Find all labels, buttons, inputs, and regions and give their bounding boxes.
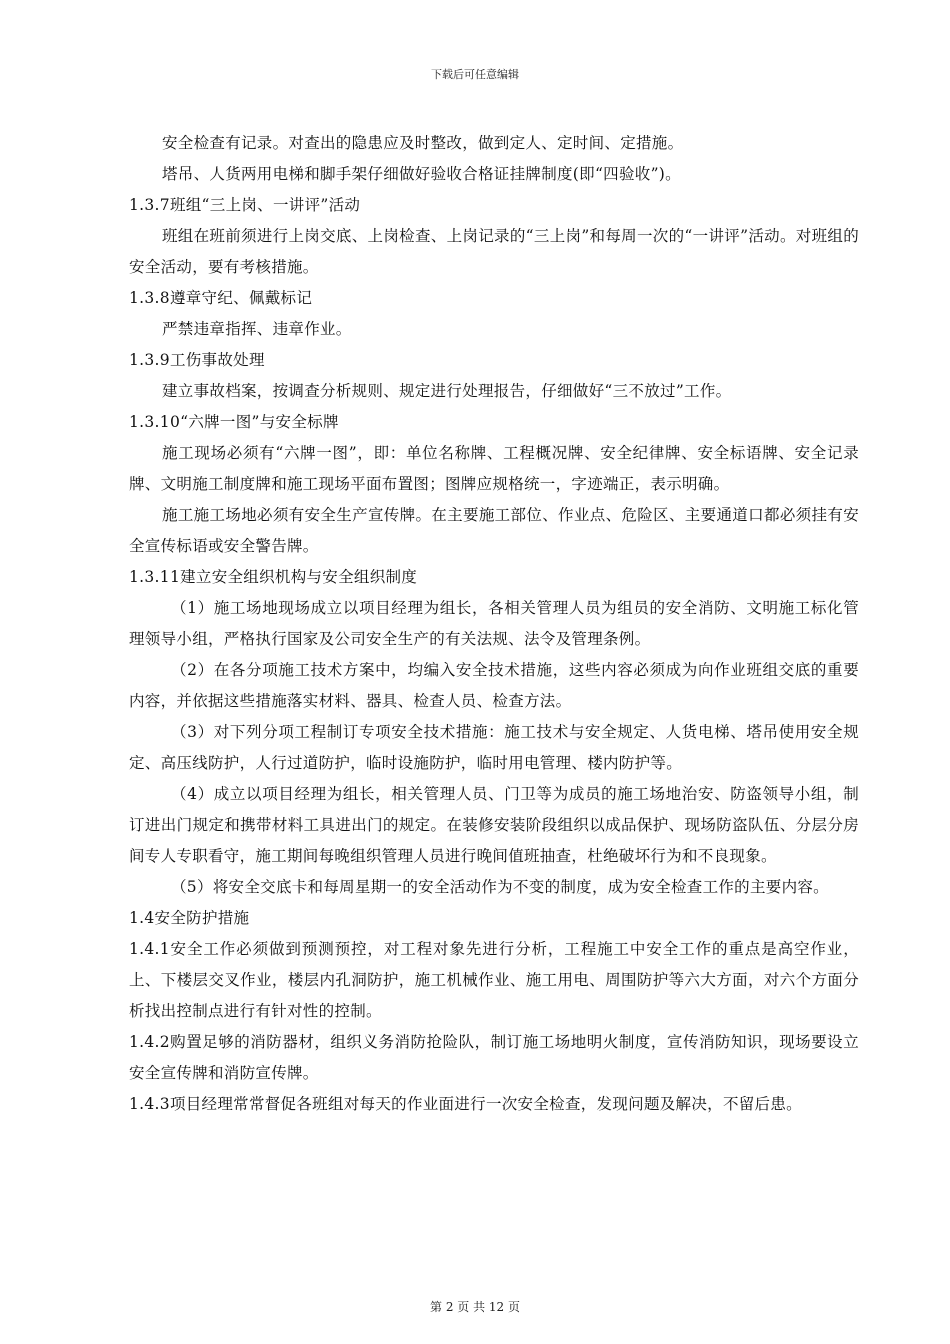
list-item: （2）在各分项施工技术方案中，均编入安全技术措施，这些内容必须成为向作业班组交底的重要内容，并依据这些措施落实材料、器具、检查人员、检查方法。 xyxy=(129,661,859,710)
list-item: （4）成立以项目经理为组长，相关管理人员、门卫等为成员的施工场地治安、防盗领导小组，制订进出门规定和携带材料工具进出门的规定。在装修安装阶段组织以成品保护、现场防盗队伍、分层分房间专人专职看守，施工期间每晚组织管理人员进行晚间值班抽查，杜绝破坏行为和不良现象。 xyxy=(129,785,859,865)
paragraph: 施工施工场地必须有安全生产宣传牌。在主要施工部位、作业点、危险区、主要通道口都必须挂有安全宣传标语或安全警告牌。 xyxy=(129,506,859,555)
section-heading: 1.3.8遵章守纪、佩戴标记 xyxy=(129,289,313,307)
list-item: （3）对下列分项工程制订专项安全技术措施：施工技术与安全规定、人货电梯、塔吊使用安全规定、高压线防护，人行过道防护，临时设施防护，临时用电管理、楼内防护等。 xyxy=(129,723,859,772)
paragraph: 严禁违章指挥、违章作业。 xyxy=(162,320,352,338)
page-footer: 第 2 页 共 12 页 xyxy=(430,1300,520,1314)
numbered-paragraph: 1.4.3项目经理常常督促各班组对每天的作业面进行一次安全检查，发现问题及解决，不留后患。 xyxy=(129,1095,802,1113)
paragraph: 建立事故档案，按调查分析规则、规定进行处理报告，仔细做好“三不放过”工作。 xyxy=(162,382,732,400)
section-heading: 1.3.9工伤事故处理 xyxy=(129,351,265,369)
document-body xyxy=(129,128,859,1120)
numbered-paragraph: 1.4.2购置足够的消防器材，组织义务消防抢险队，制订施工场地明火制度，宣传消防知识，现场要设立安全宣传牌和消防宣传牌。 xyxy=(129,1033,859,1082)
paragraph: 安全检查有记录。对查出的隐患应及时整改，做到定人、定时间、定措施。 xyxy=(162,134,684,152)
list-item: （1）施工场地现场成立以项目经理为组长，各相关管理人员为组员的安全消防、文明施工标化管理领导小组，严格执行国家及公司安全生产的有关法规、法令及管理条例。 xyxy=(129,599,859,648)
section-heading: 1.4安全防护措施 xyxy=(129,909,250,927)
paragraph: 塔吊、人货两用电梯和脚手架仔细做好验收合格证挂牌制度(即“四验收”)。 xyxy=(162,165,681,183)
numbered-paragraph: 1.4.1安全工作必须做到预测预控，对工程对象先进行分析，工程施工中安全工作的重点是高空作业，上、下楼层交叉作业，楼层内孔洞防护，施工机械作业、施工用电、周围防护等六大方面，对六个方面分析找出控制点进行有针对性的控制。 xyxy=(129,940,859,1020)
section-heading: 1.3.7班组“三上岗、一讲评”活动 xyxy=(129,196,361,214)
paragraph: 施工现场必须有“六牌一图”，即：单位名称牌、工程概况牌、安全纪律牌、安全标语牌、安全记录牌、文明施工制度牌和施工现场平面布置图；图牌应规格统一，字迹端正，表示明确。 xyxy=(129,444,859,493)
list-item: （5）将安全交底卡和每周星期一的安全活动作为不变的制度，成为安全检查工作的主要内容。 xyxy=(171,878,829,896)
page-header: 下载后可任意编辑 xyxy=(431,68,519,81)
section-heading: 1.3.10“六牌一图”与安全标牌 xyxy=(129,413,339,431)
paragraph: 班组在班前须进行上岗交底、上岗检查、上岗记录的“三上岗”和每周一次的“一讲评”活动。对班组的安全活动，要有考核措施。 xyxy=(129,227,859,276)
section-heading: 1.3.11建立安全组织机构与安全组织制度 xyxy=(129,568,418,586)
